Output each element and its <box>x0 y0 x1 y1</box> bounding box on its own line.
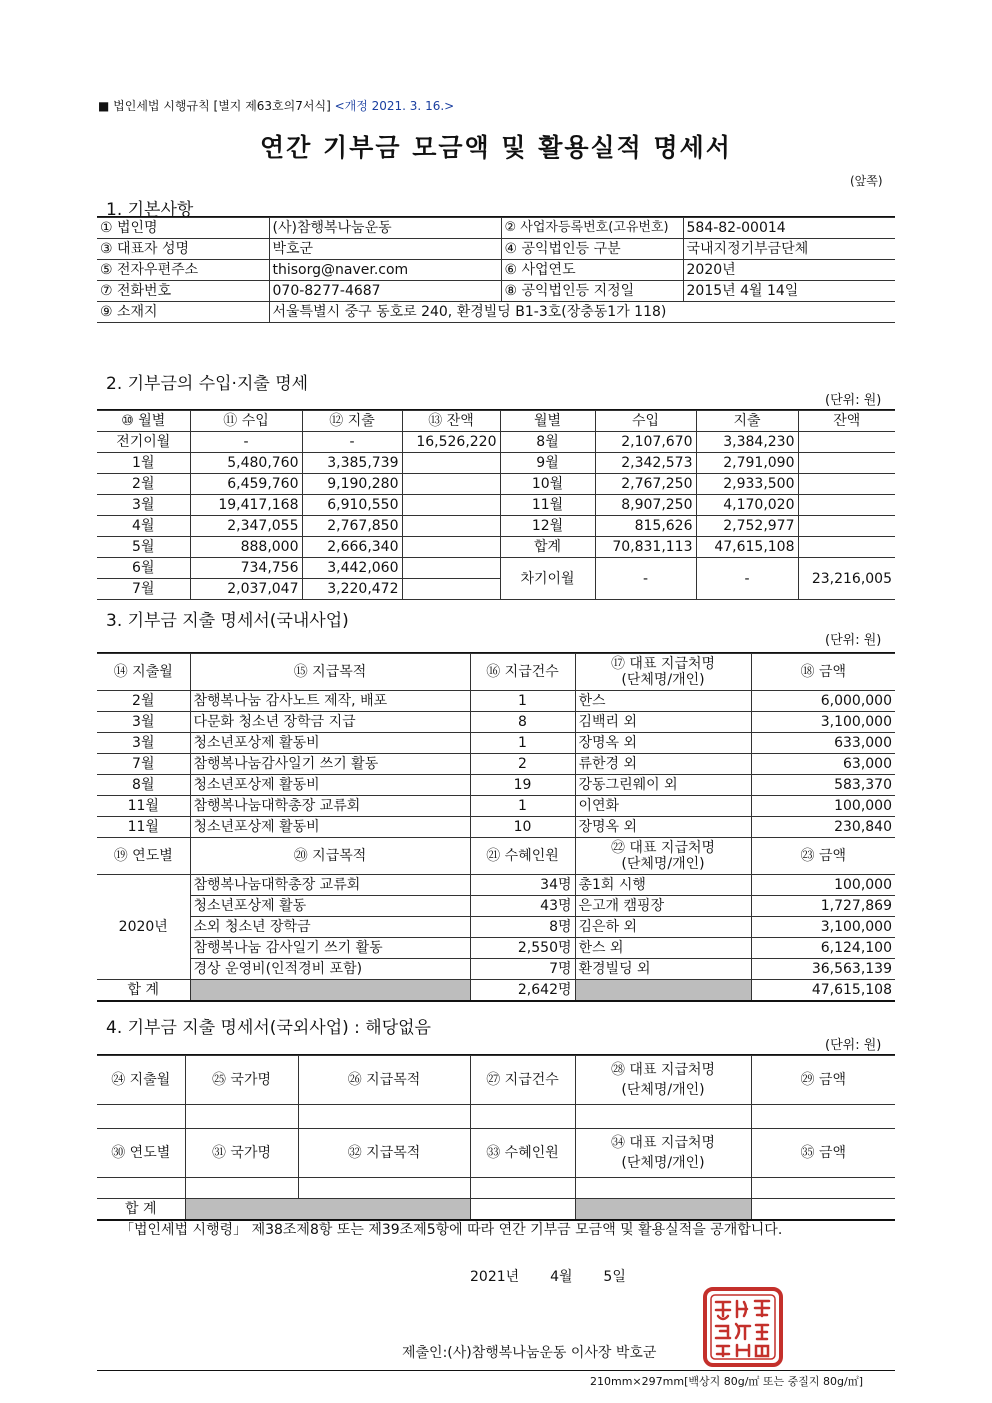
page-side: (앞쪽) <box>850 174 883 188</box>
table-row <box>97 875 895 896</box>
purpose-cell: 다문화 청소년 장학금 지급 <box>190 712 470 733</box>
label-cell: ② 사업자등록번호(고유번호) <box>501 218 683 239</box>
expense-cell: 3,220,472 <box>302 579 402 600</box>
label-cell: ③ 대표자 성명 <box>97 239 269 260</box>
income-cell: 8,907,250 <box>595 495 696 516</box>
year-cell: 2020년 <box>97 875 190 980</box>
purpose-cell: 참행복나눔대학총장 교류회 <box>190 796 470 817</box>
count-cell: 1 <box>470 691 575 712</box>
month-cell: 3월 <box>97 495 190 516</box>
column-header <box>575 654 751 691</box>
label-cell: ⑦ 전화번호 <box>97 281 269 302</box>
table-header-row <box>97 1129 895 1178</box>
shaded-cell <box>575 1199 751 1221</box>
column-header: ⑯ 지급건수 <box>470 654 575 691</box>
month-cell: 4월 <box>97 516 190 537</box>
official-seal <box>702 1286 784 1368</box>
payee-cell: 류한경 외 <box>575 754 751 775</box>
purpose-cell: 청소년포상제 활동비 <box>190 817 470 838</box>
header-line: (단체명/개인) <box>621 1155 705 1171</box>
payee-cell: 장명옥 외 <box>575 733 751 754</box>
column-header: ⑪ 수입 <box>190 411 302 432</box>
amount-cell: 100,000 <box>751 796 895 817</box>
month-cell: 합계 <box>500 537 595 558</box>
column-header: ㉗ 지급건수 <box>470 1056 575 1105</box>
table-row <box>97 432 895 453</box>
table-row <box>97 537 895 558</box>
expense-cell: 2,767,850 <box>302 516 402 537</box>
empty-cell <box>751 1105 895 1129</box>
total-row <box>97 980 895 1002</box>
total-amount: 47,615,108 <box>751 980 895 1002</box>
expense-cell: 47,615,108 <box>696 537 798 558</box>
date-year: 2021년 <box>470 1269 520 1285</box>
empty-cell <box>751 1199 895 1221</box>
balance-cell <box>402 537 500 558</box>
column-header: ㉚ 연도별 <box>97 1129 185 1178</box>
label-cell: ① 법인명 <box>97 218 269 239</box>
payee-cell: 김백리 외 <box>575 712 751 733</box>
count-cell: 2 <box>470 754 575 775</box>
column-header: ⑭ 지출월 <box>97 654 190 691</box>
table-row <box>97 474 895 495</box>
purpose-cell: 청소년포상제 활동 <box>190 896 470 917</box>
month-cell: 11월 <box>97 796 190 817</box>
empty-cell <box>97 1178 185 1199</box>
amount-cell: 633,000 <box>751 733 895 754</box>
label-cell: ⑤ 전자우편주소 <box>97 260 269 281</box>
income-cell: 2,347,055 <box>190 516 302 537</box>
amount-cell: 6,000,000 <box>751 691 895 712</box>
payee-cell: 한스 외 <box>575 938 751 959</box>
table-row <box>97 495 895 516</box>
income-cell: 6,459,760 <box>190 474 302 495</box>
count-cell: 19 <box>470 775 575 796</box>
column-header: ㉑ 수혜인원 <box>470 838 575 875</box>
column-header: ⑩ 월별 <box>97 411 190 432</box>
section1-heading: 1. 기본사항 <box>106 200 194 220</box>
column-header: ㉛ 국가명 <box>185 1129 298 1178</box>
payee-cell: 한스 <box>575 691 751 712</box>
empty-row <box>97 1178 895 1199</box>
count-cell: 8 <box>470 712 575 733</box>
column-header: ㉖ 지급목적 <box>298 1056 470 1105</box>
income-cell: 2,107,670 <box>595 432 696 453</box>
beneficiary-cell: 34명 <box>470 875 575 896</box>
purpose-cell: 참행복나눔대학총장 교류회 <box>190 875 470 896</box>
label-cell: ⑨ 소재지 <box>97 302 269 323</box>
empty-cell <box>470 1105 575 1129</box>
table-row <box>97 896 895 917</box>
table-row <box>97 239 895 260</box>
total-label: 합 계 <box>97 980 190 1002</box>
column-header: ㉝ 수혜인원 <box>470 1129 575 1178</box>
unit-label: (단위: 원) <box>825 633 882 648</box>
beneficiary-cell: 7명 <box>470 959 575 980</box>
month-cell: 8월 <box>97 775 190 796</box>
column-header: 월별 <box>500 411 595 432</box>
section4-heading: 4. 기부금 지출 명세서(국외사업) : 해당없음 <box>106 1018 431 1038</box>
income-cell: 2,767,250 <box>595 474 696 495</box>
revision-text: <개정 2021. 3. 16.> <box>334 99 455 113</box>
label-cell: ④ 공익법인등 구분 <box>501 239 683 260</box>
purpose-cell: 참행복나눔감사일기 쓰기 활동 <box>190 754 470 775</box>
carry-expense-cell: - <box>696 558 798 600</box>
month-cell: 8월 <box>500 432 595 453</box>
payee-cell: 김은하 외 <box>575 917 751 938</box>
column-header: 수입 <box>595 411 696 432</box>
value-cell: 2020년 <box>683 260 895 281</box>
month-cell: 2월 <box>97 474 190 495</box>
month-cell: 1월 <box>97 453 190 474</box>
expense-cell: 9,190,280 <box>302 474 402 495</box>
amount-cell: 1,727,869 <box>751 896 895 917</box>
balance-cell <box>402 453 500 474</box>
empty-cell <box>185 1178 298 1199</box>
month-cell: 11월 <box>97 817 190 838</box>
table-row <box>97 453 895 474</box>
value-cell: 박호군 <box>269 239 501 260</box>
column-header: ⑫ 지출 <box>302 411 402 432</box>
column-header <box>575 1056 751 1105</box>
value-cell: thisorg@naver.com <box>269 260 501 281</box>
header-line: ⑰ 대표 지급처명 <box>610 656 716 672</box>
table-row <box>97 775 895 796</box>
empty-cell <box>470 1178 575 1199</box>
empty-cell <box>575 1105 751 1129</box>
income-cell: 888,000 <box>190 537 302 558</box>
balance-cell <box>798 516 895 537</box>
value-cell: 070-8277-4687 <box>269 281 501 302</box>
empty-cell <box>97 1105 185 1129</box>
column-header: ㉙ 금액 <box>751 1056 895 1105</box>
submitter-text: 제출인:(사)참행복나눔운동 이사장 박호군 <box>402 1345 657 1361</box>
purpose-cell: 청소년포상제 활동비 <box>190 733 470 754</box>
regulation-text: ■ 법인세법 시행규칙 [별지 제63호의7서식] <box>98 99 331 113</box>
seal-icon <box>702 1286 784 1368</box>
header-line: (단체명/개인) <box>621 1082 705 1098</box>
month-cell: 12월 <box>500 516 595 537</box>
empty-cell <box>470 1199 575 1221</box>
basic-info-table <box>97 217 895 323</box>
income-cell: 815,626 <box>595 516 696 537</box>
address-cell: 서울특별시 중구 동호로 240, 환경빌딩 B1-3호(장충동1가 118) <box>269 302 895 323</box>
column-header: 지출 <box>696 411 798 432</box>
balance-cell <box>798 474 895 495</box>
statement-text: 「법인세법 시행령」 제38조제8항 또는 제39조제5항에 따라 연간 기부금 모금액 및 활용실적을 공개합니다. <box>120 1222 783 1238</box>
shaded-cell <box>575 980 751 1002</box>
domestic-expense-table <box>97 653 895 1002</box>
empty-cell <box>298 1105 470 1129</box>
count-cell: 1 <box>470 796 575 817</box>
income-cell: 5,480,760 <box>190 453 302 474</box>
beneficiary-cell: 2,550명 <box>470 938 575 959</box>
column-header: ⑱ 금액 <box>751 654 895 691</box>
carry-month-cell: 차기이월 <box>500 558 595 600</box>
beneficiary-cell: 43명 <box>470 896 575 917</box>
expense-cell: 3,384,230 <box>696 432 798 453</box>
month-cell: 11월 <box>500 495 595 516</box>
shaded-cell <box>190 980 470 1002</box>
table-row <box>97 938 895 959</box>
table-row <box>97 917 895 938</box>
total-beneficiaries: 2,642명 <box>470 980 575 1002</box>
unit-label: (단위: 원) <box>825 393 882 408</box>
table-row <box>97 959 895 980</box>
balance-cell <box>402 516 500 537</box>
amount-cell: 583,370 <box>751 775 895 796</box>
expense-cell: 2,666,340 <box>302 537 402 558</box>
paper-spec: 210mm×297mm[백상지 80g/㎡ 또는 중질지 80g/㎡] <box>590 1375 864 1388</box>
month-cell: 3월 <box>97 712 190 733</box>
column-header: ⑲ 연도별 <box>97 838 190 875</box>
table-row <box>97 754 895 775</box>
empty-row <box>97 1105 895 1129</box>
table-row <box>97 712 895 733</box>
amount-cell: 6,124,100 <box>751 938 895 959</box>
table-header-row <box>97 411 895 432</box>
balance-cell: 16,526,220 <box>402 432 500 453</box>
month-cell: 2월 <box>97 691 190 712</box>
page-title: 연간 기부금 모금액 및 활용실적 명세서 <box>260 133 732 162</box>
label-cell: ⑥ 사업연도 <box>501 260 683 281</box>
table-header-row <box>97 1056 895 1105</box>
shaded-cell <box>185 1199 470 1221</box>
total-row <box>97 1199 895 1221</box>
purpose-cell: 청소년포상제 활동비 <box>190 775 470 796</box>
empty-cell <box>185 1105 298 1129</box>
expense-cell: 3,385,739 <box>302 453 402 474</box>
date-month: 4월 <box>550 1269 573 1285</box>
overseas-expense-table <box>97 1055 895 1221</box>
value-cell: (사)참행복나눔운동 <box>269 218 501 239</box>
label-cell: ⑧ 공익법인등 지정일 <box>501 281 683 302</box>
balance-cell <box>402 558 500 579</box>
balance-cell <box>798 432 895 453</box>
header-line: (단체명/개인) <box>621 856 705 872</box>
month-cell: 7월 <box>97 579 190 600</box>
expense-cell: 2,752,977 <box>696 516 798 537</box>
table-header-row <box>97 654 895 691</box>
amount-cell: 63,000 <box>751 754 895 775</box>
section2-heading: 2. 기부금의 수입·지출 명세 <box>106 374 309 394</box>
amount-cell: 3,100,000 <box>751 917 895 938</box>
section3-heading: 3. 기부금 지출 명세서(국내사업) <box>106 611 349 631</box>
count-cell: 1 <box>470 733 575 754</box>
amount-cell: 230,840 <box>751 817 895 838</box>
column-header: ⑳ 지급목적 <box>190 838 470 875</box>
count-cell: 10 <box>470 817 575 838</box>
purpose-cell: 경상 운영비(인적경비 포함) <box>190 959 470 980</box>
balance-cell <box>402 474 500 495</box>
value-cell: 2015년 4월 14일 <box>683 281 895 302</box>
month-cell: 5월 <box>97 537 190 558</box>
payee-cell: 총1회 시행 <box>575 875 751 896</box>
header-line: ㉒ 대표 지급처명 <box>610 840 716 856</box>
amount-cell: 36,563,139 <box>751 959 895 980</box>
column-header: ⑮ 지급목적 <box>190 654 470 691</box>
column-header <box>575 838 751 875</box>
expense-cell: 2,791,090 <box>696 453 798 474</box>
expense-cell: 3,442,060 <box>302 558 402 579</box>
month-cell: 6월 <box>97 558 190 579</box>
unit-label: (단위: 원) <box>825 1038 882 1053</box>
header-line: (단체명/개인) <box>621 672 705 688</box>
month-cell: 3월 <box>97 733 190 754</box>
payee-cell: 강동그린웨이 외 <box>575 775 751 796</box>
purpose-cell: 참행복나눔 감사일기 쓰기 활동 <box>190 938 470 959</box>
table-row <box>97 302 895 323</box>
expense-cell: 4,170,020 <box>696 495 798 516</box>
table-row <box>97 796 895 817</box>
balance-cell <box>798 495 895 516</box>
table-row <box>97 733 895 754</box>
column-header: ㉕ 국가명 <box>185 1056 298 1105</box>
income-expense-table <box>97 410 895 600</box>
empty-cell <box>575 1178 751 1199</box>
table-row <box>97 260 895 281</box>
income-cell: 70,831,113 <box>595 537 696 558</box>
empty-cell <box>298 1178 470 1199</box>
column-header: ㉜ 지급목적 <box>298 1129 470 1178</box>
purpose-cell: 참행복나눔 감사노트 제작, 배포 <box>190 691 470 712</box>
purpose-cell: 소외 청소년 장학금 <box>190 917 470 938</box>
month-cell: 7월 <box>97 754 190 775</box>
income-cell: - <box>190 432 302 453</box>
payee-cell: 장명옥 외 <box>575 817 751 838</box>
date-line <box>470 1266 626 1286</box>
date-day: 5일 <box>603 1269 626 1285</box>
table-row <box>97 516 895 537</box>
payee-cell: 환경빌딩 외 <box>575 959 751 980</box>
amount-cell: 100,000 <box>751 875 895 896</box>
balance-cell <box>798 537 895 558</box>
table-header-row <box>97 838 895 875</box>
balance-cell <box>798 453 895 474</box>
table-row <box>97 218 895 239</box>
column-header: ㉔ 지출월 <box>97 1056 185 1105</box>
table-row <box>97 817 895 838</box>
balance-cell <box>402 579 500 600</box>
header-line: ㉞ 대표 지급처명 <box>610 1135 716 1151</box>
income-cell: 19,417,168 <box>190 495 302 516</box>
income-cell: 2,342,573 <box>595 453 696 474</box>
column-header <box>575 1129 751 1178</box>
beneficiary-cell: 8명 <box>470 917 575 938</box>
income-cell: 734,756 <box>190 558 302 579</box>
month-cell: 9월 <box>500 453 595 474</box>
column-header: ⑬ 잔액 <box>402 411 500 432</box>
income-cell: 2,037,047 <box>190 579 302 600</box>
empty-cell <box>751 1178 895 1199</box>
value-cell: 584-82-00014 <box>683 218 895 239</box>
payee-cell: 은고개 캠핑장 <box>575 896 751 917</box>
carry-balance-cell: 23,216,005 <box>798 558 895 600</box>
header-line: ㉘ 대표 지급처명 <box>610 1062 716 1078</box>
payee-cell: 이연화 <box>575 796 751 817</box>
total-label: 합 계 <box>97 1199 185 1221</box>
expense-cell: 2,933,500 <box>696 474 798 495</box>
table-row <box>97 558 895 579</box>
month-cell: 10월 <box>500 474 595 495</box>
month-cell: 전기이월 <box>97 432 190 453</box>
amount-cell: 3,100,000 <box>751 712 895 733</box>
expense-cell: 6,910,550 <box>302 495 402 516</box>
column-header: ㉓ 금액 <box>751 838 895 875</box>
regulation-line <box>98 97 454 114</box>
column-header: 잔액 <box>798 411 895 432</box>
table-row <box>97 691 895 712</box>
column-header: ㉟ 금액 <box>751 1129 895 1178</box>
expense-cell: - <box>302 432 402 453</box>
balance-cell <box>402 495 500 516</box>
table-row <box>97 281 895 302</box>
carry-income-cell: - <box>595 558 696 600</box>
value-cell: 국내지정기부금단체 <box>683 239 895 260</box>
